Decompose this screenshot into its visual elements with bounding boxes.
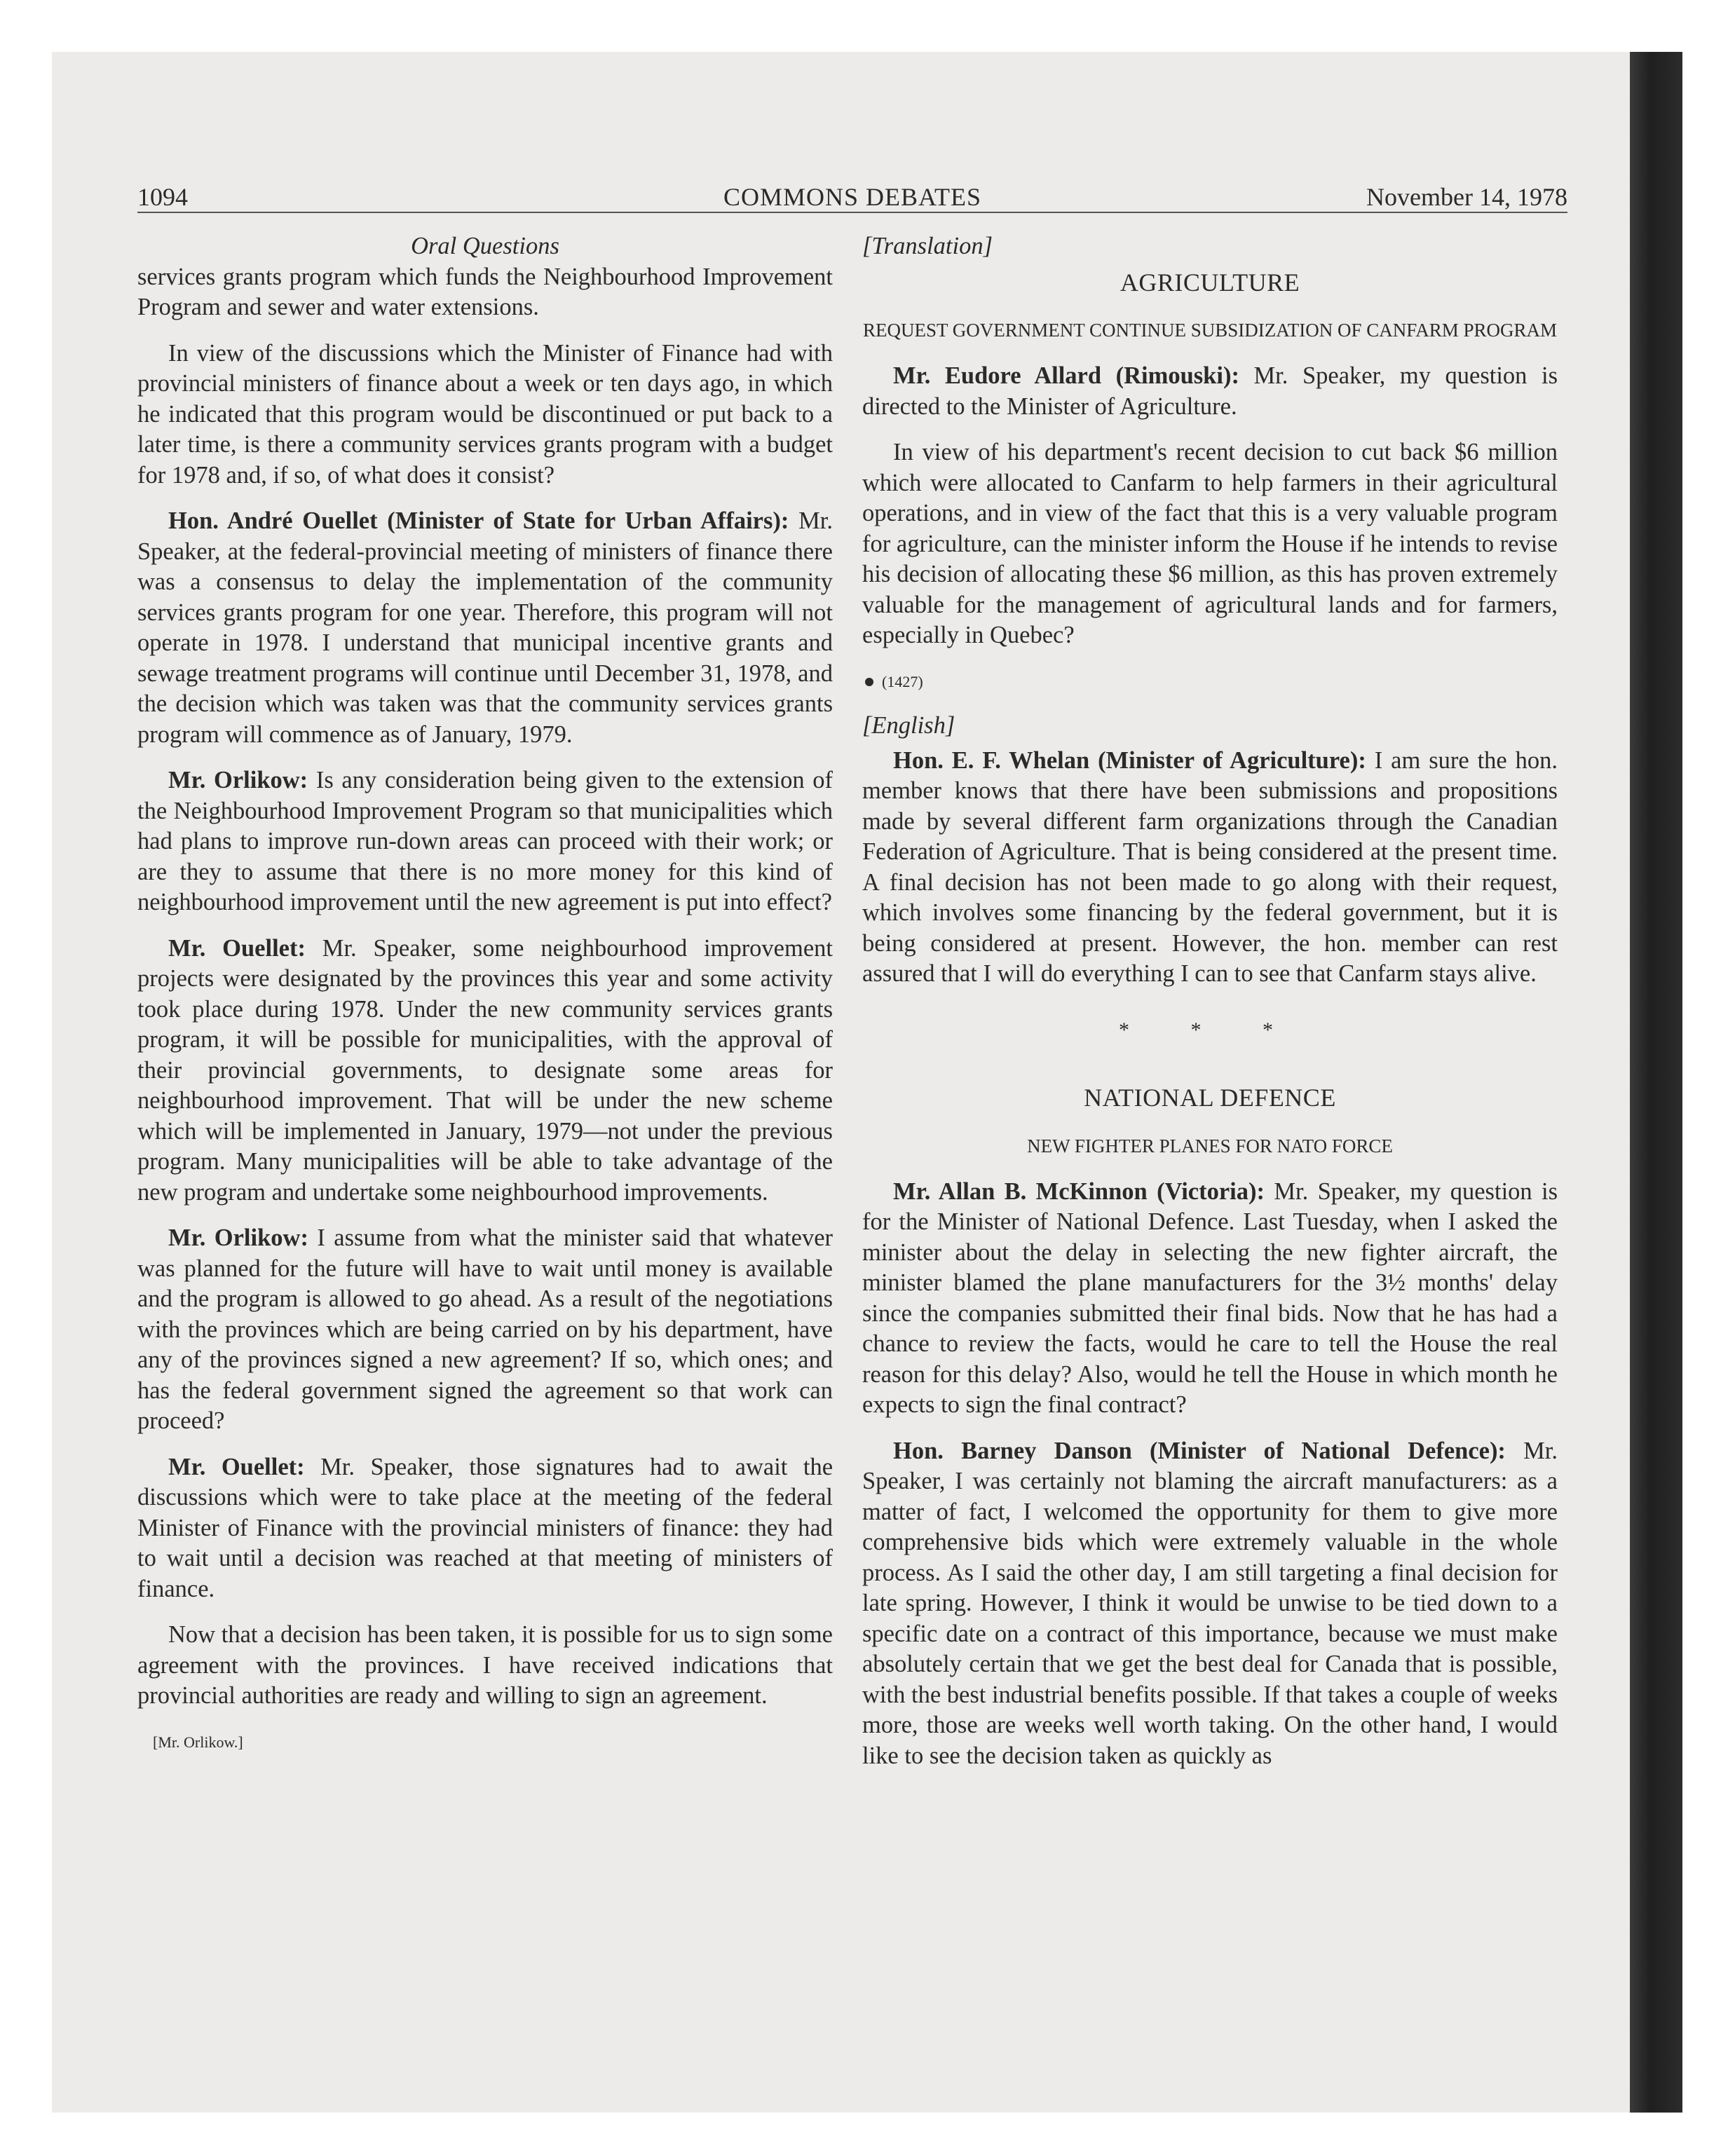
speech <box>862 361 1558 422</box>
page-number: 1094 <box>137 183 188 211</box>
speaker-name: Hon. André Ouellet (Minister of State for Urban Affairs): <box>168 507 789 534</box>
speech-text: Mr. Speaker, my question is for the Minister of National Defence. Last Tuesday, when I asked the minister about the delay in selecting the new fighter aircraft, the minister blamed the plane manufacturers for the 3½ months' delay since the companies submitted their final bids. Now that he has had a chance to review the facts, would he care to tell the House the real reason for this delay? Also, would he tell the House in which month he expects to sign the final contract? <box>862 1178 1558 1418</box>
speech-text: I assume from what the minister said that whatever was planned for the future will have to wait until money is available and the program is allowed to go ahead. As a result of the negotiations with the provinces which are being carried on by his department, have any of the provinces signed a new agreement? If so, which ones; and has the federal government signed the agreement so that work can proceed? <box>137 1224 833 1434</box>
speech <box>862 1436 1558 1772</box>
time-stamp: (1427) <box>882 672 923 690</box>
right-column <box>862 231 1558 1787</box>
speech-text: Is any consideration being given to the extension of the Neighbourhood Improvement Program so that municipalities which had plans to improve run-down areas can proceed with their work; or are they to assume that there is no more money for this kind of neighbourhood improvement until the new agreement is put into effect? <box>137 767 834 915</box>
speech <box>862 746 1558 990</box>
publication-title: COMMONS DEBATES <box>723 183 982 211</box>
speaker-name: Mr. Allan B. McKinnon (Victoria): <box>893 1178 1265 1205</box>
english-tag: [English] <box>862 712 955 739</box>
speech-text: Mr. Speaker, I was certainly not blaming the aircraft manufacturers: as a matter of fact, I welcomed the opportunity for them to give more comprehensive bids which were extremely valuable in the whole process. As I said the other day, I am still targeting a final decision for late spring. However, I think it would be unwise to be tied down to a specific date on a contract of this importance, because we must make absolutely certain that we get the best deal for Canada that is possible, with the best industrial benefits possible. If that takes a couple of weeks more, those are weeks well worth taking. On the other hand, I would like to see the decision taken as quickly as <box>862 1437 1558 1769</box>
speech-text: I am sure the hon. member knows that there have been submissions and propositions made by several different farm organizations through the Canadian Federation of Agriculture. That is being considered at the present time. A final decision has not been made to go along with their request, which involves some financing by the federal government, but it is being considered at present. However, the hon. member can rest assured that I will do everything I can to see that Canfarm stays alive. <box>862 746 1558 987</box>
paragraph: In view of his department's recent decision to cut back $6 million which were allocated to Canfarm to help farmers in their agricultural operations, and in view of the fact that this is a very valuable program for agriculture, can the minister inform the House if he intends to revise his decision of allocating these $6 million, as this has proven extremely valuable for the management of agricultural lands and for farmers, especially in Quebec? <box>862 439 1558 648</box>
speech-text: Mr. Speaker, some neighbourhood improvement projects were designated by the provinces this year and some activity took place during 1978. Under the new community services grants program, it will be possible for municipalities, with the approval of their provincial governments, to designate some areas for neighbourhood improvement. That will be under the new scheme which will be implemented in January, 1979—not under the previous program. Many municipalities will be able to take advantage of the new program and undertake some neighbourhood improvements. <box>137 934 833 1206</box>
speaker-name: Mr. Ouellet: <box>168 934 306 962</box>
translation-tag: [Translation] <box>862 233 993 259</box>
paragraph: services grants program which funds the Neighbourhood Improvement Program and sewer and water extensions. <box>137 263 833 320</box>
speech <box>862 1177 1558 1421</box>
binding-edge <box>1630 52 1682 2113</box>
speaker-name: Mr. Orlikow: <box>168 767 308 793</box>
bullet-icon <box>865 678 873 686</box>
time-marker <box>862 667 1558 697</box>
section-heading: AGRICULTURE <box>1120 268 1300 296</box>
speech-text: Mr. Speaker, my question is directed to the Minister of Agriculture. <box>862 362 1558 420</box>
speech-text: Mr. Speaker, at the federal-provincial meeting of ministers of finance there was a consensus to delay the implementation of the community services grants program for one year. Therefore, this program will not operate in 1978. I understand that municipal incentive grants and sewage treatment programs will continue until December 31, 1978, and the decision which was taken was that the community services grants program will commence as of January, 1979. <box>137 507 833 748</box>
speaker-name: Mr. Ouellet: <box>168 1453 305 1480</box>
speaker-name: Hon. E. F. Whelan (Minister of Agriculture): <box>893 746 1366 774</box>
subheading: NEW FIGHTER PLANES FOR NATO FORCE <box>1027 1135 1393 1157</box>
page-header <box>137 181 1567 213</box>
issue-date: November 14, 1978 <box>1366 183 1567 211</box>
footnote-speaker: [Mr. Orlikow.] <box>153 1733 243 1751</box>
paragraph: Now that a decision has been taken, it is possible for us to sign some agreement with the provinces. I have received indications that provincial authorities are ready and willing to sign an agreement. <box>137 1621 833 1709</box>
left-column <box>137 231 833 1757</box>
speech <box>137 765 833 918</box>
running-head: Oral Questions <box>411 233 559 259</box>
header-rule <box>137 212 1567 213</box>
section-heading: NATIONAL DEFENCE <box>1084 1084 1336 1112</box>
paragraph: In view of the discussions which the Minister of Finance had with provincial ministers of finance about a week or ten days ago, in which he indicated that this program would be discontinued or put back to a later time, is there a community services grants program with a budget for 1978 and, if so, of what does it consist? <box>137 339 833 489</box>
speech <box>137 1223 833 1437</box>
section-separator: * * * <box>1119 1018 1301 1042</box>
speech <box>137 506 833 750</box>
speaker-name: Mr. Eudore Allard (Rimouski): <box>893 362 1239 389</box>
subheading: REQUEST GOVERNMENT CONTINUE SUBSIDIZATION OF CANFARM PROGRAM <box>862 320 1558 341</box>
speaker-name: Hon. Barney Danson (Minister of National Defence): <box>893 1437 1506 1464</box>
speech-text: Mr. Speaker, those signatures had to await the discussions which were to take place at the meeting of the federal Minister of Finance with the provincial ministers of finance: they had to wait until a decision was reached at that meeting of ministers of finance. <box>137 1453 834 1602</box>
speech <box>137 1452 833 1605</box>
speech <box>137 934 833 1208</box>
speaker-name: Mr. Orlikow: <box>168 1224 308 1251</box>
